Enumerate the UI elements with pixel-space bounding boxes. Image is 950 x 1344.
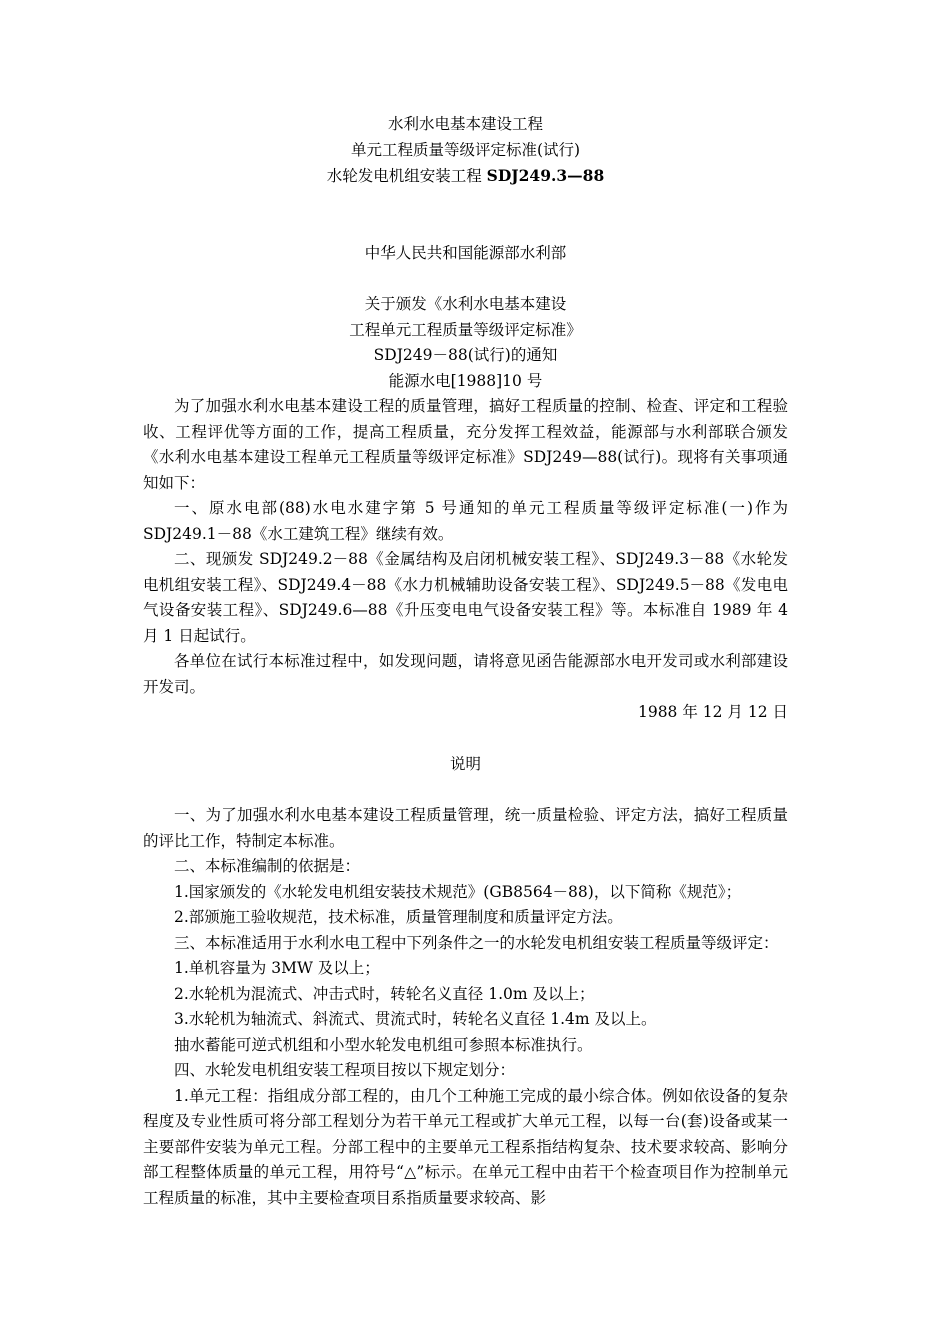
explanation-paragraph: 三、本标准适用于水利水电工程中下列条件之一的水轮发电机组安装工程质量等级评定： [174,933,779,952]
explanation-paragraph: 1.国家颁发的《水轮发电机组安装技术规范》(GB8564－88)，以下简称《规范》； [174,882,742,901]
explanation-paragraph: 二、本标准编制的依据是： [174,857,361,875]
explanation-paragraph: 2.水轮机为混流式、冲击式时，转轮名义直径 1.0m 及以上； [174,984,595,1003]
title-line-2: 单元工程质量等级评定标准(试行) [350,140,581,159]
notice-line-1: 关于颁发《水利水电基本建设 [364,295,567,313]
explanation-heading: 说明 [449,754,481,773]
issuer: 中华人民共和国能源部水利部 [364,243,567,262]
explanation-body [143,803,788,1211]
notice-line-4: 能源水电[1988]10 号 [388,371,543,390]
explanation-paragraph: 1.单元工程：指组成分部工程的，由几个工种施工完成的最小综合体。例如依设备的复杂程度及专业性质可将分部工程划分为若干单元工程或扩大单元工程，以每一台(套)设备或某一主要部件安装为单元工程。分部工程中的主要单元工程系指结构复杂、技术要求较高、影响分部工程整体质量的单元工程，用符号“△”标示。在单元工程中由若干个检查项目作为控制单元工程质量的标准，其中主要检查项目系指质量要求较高、影 [143,1086,788,1207]
explanation-paragraph: 四、水轮发电机组安装工程项目按以下规定划分： [174,1061,516,1079]
title-line-3-text: 水轮发电机组安装工程 [326,167,487,185]
document-title [143,112,788,190]
notice-date: 1988 年 12 月 12 日 [637,703,788,721]
title-line-3 [143,163,788,190]
explanation-paragraph: 抽水蓄能可逆式机组和小型水轮发电机组可参照本标准执行。 [174,1035,593,1054]
notice-paragraph: 一、原水电部(88)水电水建字第 5 号通知的单元工程质量等级评定标准(一)作为 SDJ249.1－88《水工建筑工程》继续有效。 [143,499,788,543]
explanation-paragraph: 1.单机容量为 3MW 及以上； [174,959,380,977]
notice-line-2: 工程单元工程质量等级评定标准》 [349,320,582,339]
notice-heading [143,292,788,394]
explanation-paragraph: 3.水轮机为轴流式、斜流式、贯流式时，转轮名义直径 1.4m 及以上。 [174,1010,657,1028]
notice-paragraph: 各单位在试行本标准过程中，如发现问题，请将意见函告能源部水电开发司或水利部建设开发司。 [143,652,788,696]
notice-paragraph: 二、现颁发 SDJ249.2－88《金属结构及启闭机械安装工程》、SDJ249.3－88《水轮发电机组安装工程》、SDJ249.4－88《水力机械辅助设备安装工程》、SDJ249.5－88《发电电气设备安装工程》、SDJ249.6—88《升压变电电气设备安装工程》等。本标准自 1989 年 4 月 1 日起试行。 [143,550,788,645]
notice-body [143,394,788,700]
notice-line-3: SDJ249－88(试行)的通知 [373,346,558,364]
explanation-paragraph: 一、为了加强水利水电基本建设工程质量管理，统一质量检验、评定方法，搞好工程质量的评比工作，特制定本标准。 [143,806,788,850]
title-line-1: 水利水电基本建设工程 [387,115,543,133]
document-page [143,112,788,1211]
standard-code: SDJ249.3—88 [486,166,605,185]
explanation-paragraph: 2.部颁施工验收规范，技术标准，质量管理制度和质量评定方法。 [174,908,623,926]
notice-paragraph: 为了加强水利水电基本建设工程的质量管理，搞好工程质量的控制、检查、评定和工程验收、工程评优等方面的工作，提高工程质量，充分发挥工程效益，能源部与水利部联合颁发《水利水电基本建设工程单元工程质量等级评定标准》SDJ249—88(试行)。现将有关事项通知如下： [143,397,788,492]
